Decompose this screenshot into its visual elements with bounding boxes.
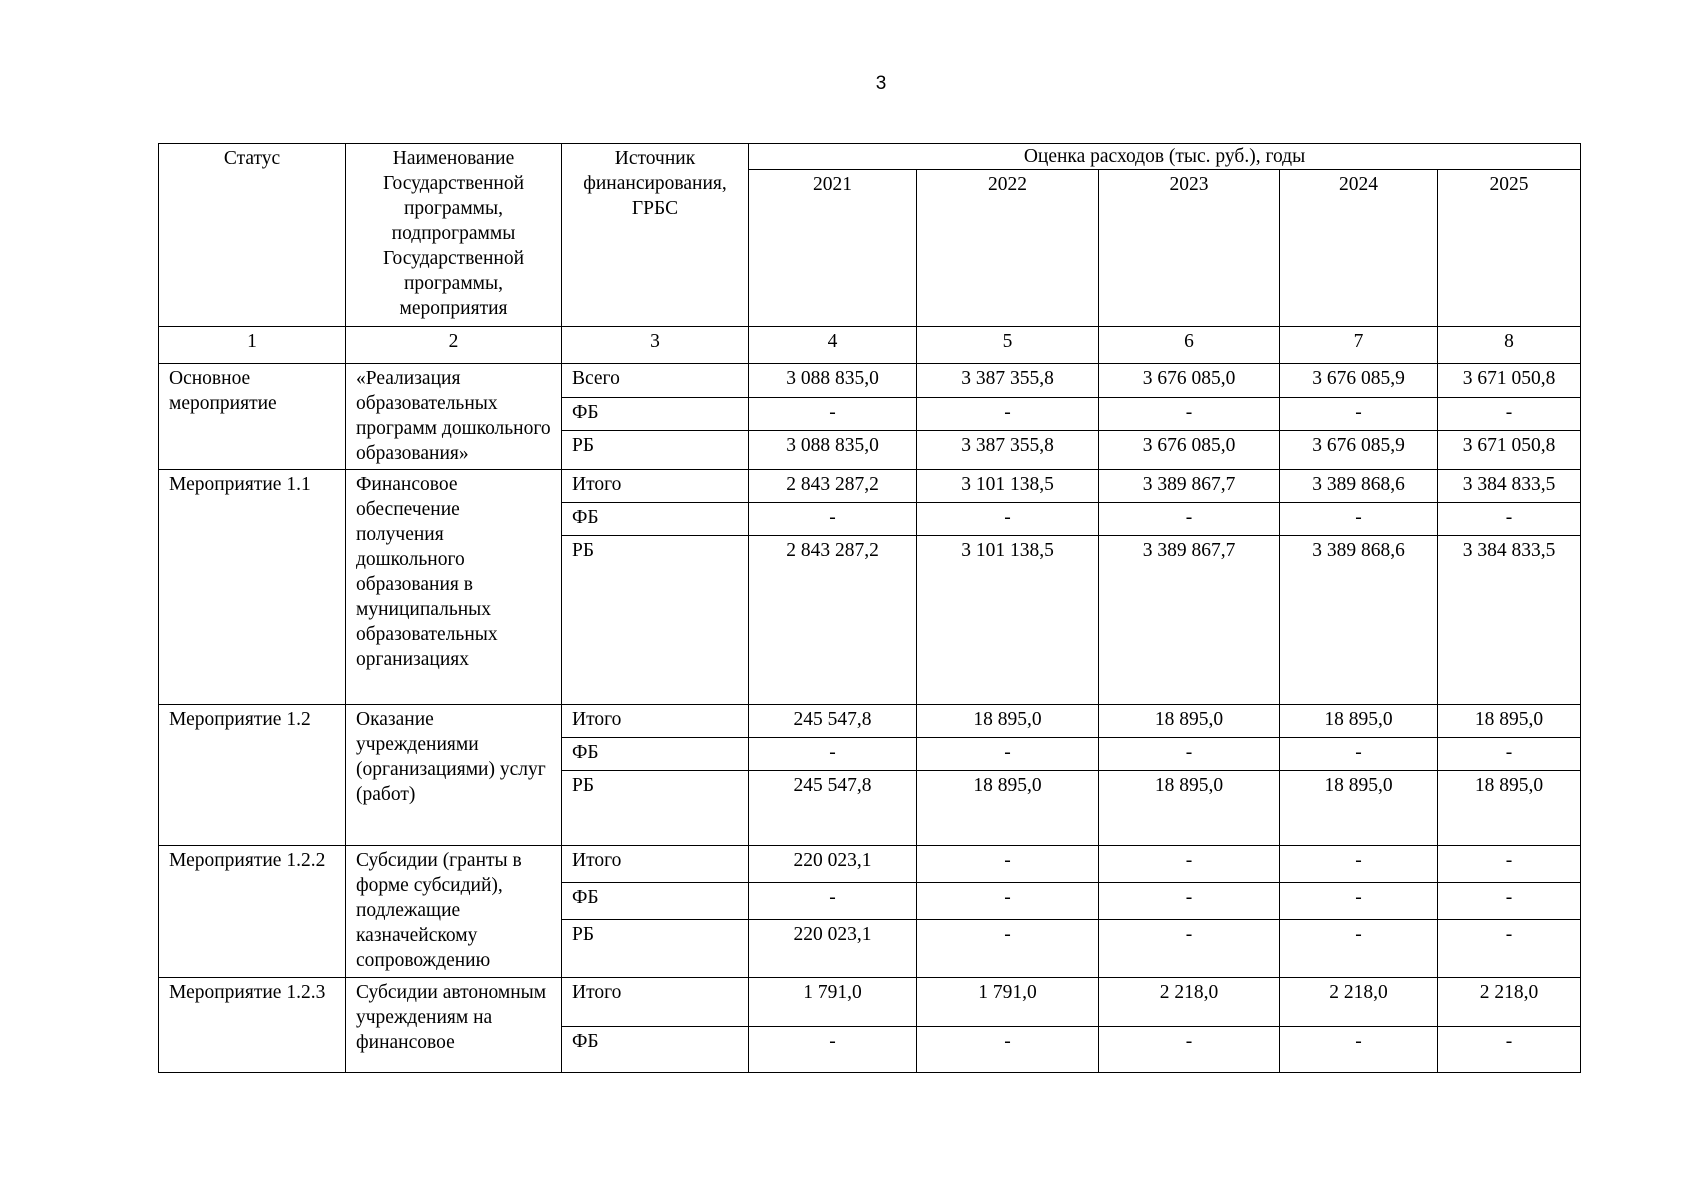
value-cell: -	[1280, 398, 1438, 431]
row-source: Итого	[562, 846, 749, 883]
header-year: 2023	[1099, 170, 1280, 327]
row-name: «Реализация образовательных программ дошкольного образования»	[346, 364, 562, 470]
row-name: Оказание учреждениями (организациями) услуг (работ)	[346, 705, 562, 846]
header-year: 2021	[749, 170, 917, 327]
row-source: РБ	[562, 536, 749, 705]
value-cell: 220 023,1	[749, 920, 917, 978]
value-cell: 3 101 138,5	[917, 536, 1099, 705]
value-cell: 245 547,8	[749, 771, 917, 846]
row-source: ФБ	[562, 398, 749, 431]
value-cell: 3 088 835,0	[749, 364, 917, 398]
value-cell: 1 791,0	[917, 978, 1099, 1027]
value-cell: 18 895,0	[1099, 705, 1280, 738]
value-cell: -	[917, 398, 1099, 431]
value-cell: 2 218,0	[1099, 978, 1280, 1027]
header-year: 2025	[1438, 170, 1581, 327]
value-cell: 220 023,1	[749, 846, 917, 883]
value-cell: -	[749, 883, 917, 920]
value-cell: 3 384 833,5	[1438, 470, 1581, 503]
value-cell: 3 671 050,8	[1438, 431, 1581, 470]
budget-table	[158, 143, 1581, 1073]
value-cell: 18 895,0	[917, 705, 1099, 738]
value-cell: -	[1438, 503, 1581, 536]
row-source: Всего	[562, 364, 749, 398]
value-cell: -	[917, 1027, 1099, 1073]
row-status: Мероприятие 1.1	[159, 470, 346, 705]
value-cell: -	[1280, 920, 1438, 978]
value-cell: -	[749, 1027, 917, 1073]
value-cell: 2 843 287,2	[749, 470, 917, 503]
value-cell: 2 218,0	[1280, 978, 1438, 1027]
value-cell: -	[1438, 738, 1581, 771]
row-name: Финансовое обеспечение получения дошкольного образования в муниципальных образовательных организациях	[346, 470, 562, 705]
row-source: РБ	[562, 431, 749, 470]
column-number: 7	[1280, 327, 1438, 364]
row-status: Основное мероприятие	[159, 364, 346, 470]
value-cell: -	[1438, 883, 1581, 920]
row-name: Субсидии (гранты в форме субсидий), подлежащие казначейскому сопровождению	[346, 846, 562, 978]
value-cell: 3 101 138,5	[917, 470, 1099, 503]
value-cell: 3 384 833,5	[1438, 536, 1581, 705]
column-number: 5	[917, 327, 1099, 364]
value-cell: 3 088 835,0	[749, 431, 917, 470]
column-number: 4	[749, 327, 917, 364]
value-cell: -	[917, 503, 1099, 536]
row-source: ФБ	[562, 738, 749, 771]
value-cell: -	[1099, 503, 1280, 536]
column-number: 3	[562, 327, 749, 364]
value-cell: 18 895,0	[1280, 705, 1438, 738]
value-cell: 3 389 867,7	[1099, 470, 1280, 503]
value-cell: -	[1438, 846, 1581, 883]
row-source: ФБ	[562, 503, 749, 536]
value-cell: 3 676 085,9	[1280, 364, 1438, 398]
row-source: Итого	[562, 705, 749, 738]
value-cell: 245 547,8	[749, 705, 917, 738]
row-status: Мероприятие 1.2	[159, 705, 346, 846]
value-cell: -	[749, 398, 917, 431]
row-source: ФБ	[562, 883, 749, 920]
value-cell: 3 676 085,0	[1099, 364, 1280, 398]
value-cell: -	[749, 738, 917, 771]
row-name: Субсидии автономным учреждениям на финансовое	[346, 978, 562, 1073]
value-cell: -	[1438, 1027, 1581, 1073]
value-cell: -	[1280, 738, 1438, 771]
value-cell: 2 843 287,2	[749, 536, 917, 705]
header-source: Источник финансирования, ГРБС	[562, 144, 749, 327]
value-cell: 18 895,0	[1099, 771, 1280, 846]
value-cell: -	[1438, 398, 1581, 431]
value-cell: -	[1280, 1027, 1438, 1073]
value-cell: -	[917, 846, 1099, 883]
value-cell: -	[1099, 920, 1280, 978]
column-number: 2	[346, 327, 562, 364]
row-source: Итого	[562, 470, 749, 503]
value-cell: -	[1099, 738, 1280, 771]
value-cell: -	[917, 883, 1099, 920]
value-cell: 3 676 085,9	[1280, 431, 1438, 470]
header-name: Наименование Государственной программы, подпрограммы Государственной программы, мероприятия	[346, 144, 562, 327]
value-cell: -	[1438, 920, 1581, 978]
value-cell: -	[1099, 846, 1280, 883]
row-status: Мероприятие 1.2.3	[159, 978, 346, 1073]
row-status: Мероприятие 1.2.2	[159, 846, 346, 978]
column-number: 6	[1099, 327, 1280, 364]
value-cell: 18 895,0	[1438, 771, 1581, 846]
value-cell: 1 791,0	[749, 978, 917, 1027]
value-cell: -	[1280, 846, 1438, 883]
column-number: 8	[1438, 327, 1581, 364]
row-source: РБ	[562, 920, 749, 978]
value-cell: -	[917, 738, 1099, 771]
value-cell: -	[1280, 883, 1438, 920]
value-cell: 18 895,0	[1280, 771, 1438, 846]
header-status: Статус	[159, 144, 346, 327]
value-cell: 18 895,0	[917, 771, 1099, 846]
value-cell: -	[1099, 1027, 1280, 1073]
value-cell: 3 387 355,8	[917, 431, 1099, 470]
value-cell: -	[1280, 503, 1438, 536]
value-cell: 3 676 085,0	[1099, 431, 1280, 470]
row-source: Итого	[562, 978, 749, 1027]
value-cell: 18 895,0	[1438, 705, 1581, 738]
value-cell: -	[1099, 398, 1280, 431]
row-source: ФБ	[562, 1027, 749, 1073]
value-cell: 3 671 050,8	[1438, 364, 1581, 398]
header-costs: Оценка расходов (тыс. руб.), годы	[749, 144, 1581, 170]
value-cell: 3 387 355,8	[917, 364, 1099, 398]
page-number: 3	[875, 73, 887, 94]
column-number: 1	[159, 327, 346, 364]
header-year: 2024	[1280, 170, 1438, 327]
value-cell: -	[749, 503, 917, 536]
value-cell: 3 389 868,6	[1280, 536, 1438, 705]
value-cell: -	[1099, 883, 1280, 920]
value-cell: -	[917, 920, 1099, 978]
value-cell: 3 389 867,7	[1099, 536, 1280, 705]
value-cell: 2 218,0	[1438, 978, 1581, 1027]
row-source: РБ	[562, 771, 749, 846]
header-year: 2022	[917, 170, 1099, 327]
value-cell: 3 389 868,6	[1280, 470, 1438, 503]
